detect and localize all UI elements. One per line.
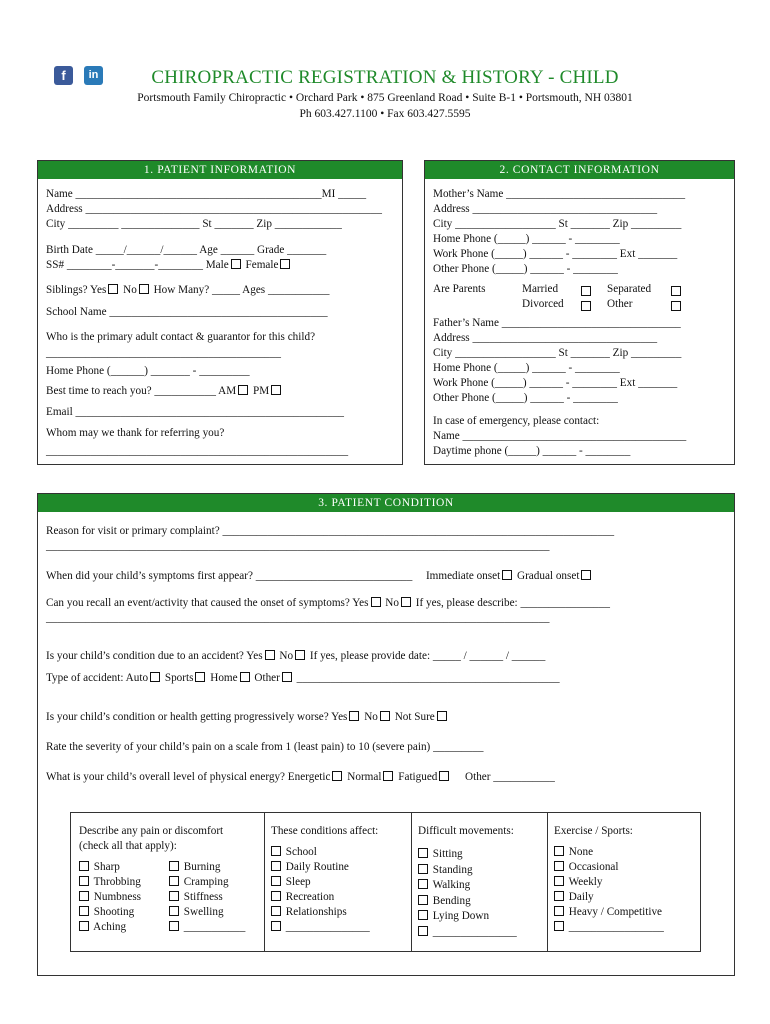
worse-no-checkbox[interactable] [380, 711, 390, 721]
female-label: Female [245, 259, 279, 271]
pain-right-checkbox[interactable] [169, 891, 179, 901]
affects-checkbox[interactable] [271, 876, 281, 886]
pain-left-label: Throbbing [91, 876, 141, 888]
pm-checkbox[interactable] [271, 385, 281, 395]
movements-item [418, 895, 471, 907]
pain-left-label: Numbness [91, 891, 142, 903]
pain-right-item [169, 906, 224, 918]
exercise-header: Exercise / Sports: [554, 825, 633, 837]
exercise-checkbox[interactable] [554, 876, 564, 886]
divorced-checkbox[interactable] [581, 301, 591, 311]
affects-item [271, 861, 349, 873]
accident-question: Is your child’s condition due to an accident? Yes [46, 650, 263, 662]
normal-label: Normal [347, 771, 382, 783]
exercise-item [554, 891, 594, 903]
separated-checkbox[interactable] [671, 286, 681, 296]
movements-checkbox[interactable] [418, 895, 428, 905]
affects-label: _______________ [283, 921, 370, 933]
affects-checkbox[interactable] [271, 906, 281, 916]
pain-left-checkbox[interactable] [79, 906, 89, 916]
mother-work-phone-field[interactable]: Work Phone (_____) ______ - ________ Ext _______ [433, 248, 678, 260]
pain-left-label: Aching [91, 921, 127, 933]
pain-left-item [79, 861, 120, 873]
siblings-no-label: No [123, 284, 137, 296]
symptoms-row [46, 570, 593, 582]
affects-item [271, 876, 311, 888]
movements-cell [411, 812, 549, 952]
best-time-field[interactable]: Best time to reach you? ___________ AM [46, 385, 237, 397]
exercise-item [554, 846, 593, 858]
pain-right-item [169, 921, 245, 933]
patient-information-heading: 1. PATIENT INFORMATION [38, 161, 402, 179]
first-appear-field[interactable]: When did your child’s symptoms first appear? ____________________________ [46, 570, 413, 582]
accident-row [46, 650, 545, 662]
pain-right-checkbox[interactable] [169, 876, 179, 886]
exercise-label: Heavy / Competitive [566, 906, 663, 918]
are-parents-label: Are Parents [433, 283, 486, 295]
pain-right-checkbox[interactable] [169, 861, 179, 871]
contact-information-heading: 2. CONTACT INFORMATION [425, 161, 734, 179]
am-checkbox[interactable] [238, 385, 248, 395]
movements-label: Lying Down [430, 910, 490, 922]
worse-question: Is your child’s condition or health getting progressively worse? Yes [46, 711, 348, 723]
mother-other-phone-field[interactable]: Other Phone (_____) ______ - ________ [433, 263, 618, 275]
practice-address: Portsmouth Family Chiropractic • Orchard Park • 875 Greenland Road • Suite B-1 • Portsmouth, NH 03801 [137, 92, 633, 104]
affects-label: Daily Routine [283, 861, 349, 873]
exercise-checkbox[interactable] [554, 906, 564, 916]
linkedin-icon[interactable]: in [84, 66, 103, 85]
referral-question: Whom may we thank for referring you? [46, 427, 225, 439]
practice-phone: Ph 603.427.1100 • Fax 603.427.5595 [299, 108, 471, 120]
affects-checkbox[interactable] [271, 861, 281, 871]
affects-header: These conditions affect: [271, 825, 379, 837]
best-time-row [46, 385, 283, 397]
movements-label: Standing [430, 863, 473, 876]
school-name-field[interactable]: School Name _______________________________________ [46, 306, 328, 318]
sports-checkbox[interactable] [195, 672, 205, 682]
recall-describe-field[interactable]: If yes, please describe: ________________ [415, 597, 610, 609]
pain-left-item [79, 906, 134, 918]
energy-row [46, 771, 555, 783]
gradual-label: Gradual onset [517, 570, 580, 582]
fatigued-label: Fatigued [398, 771, 438, 783]
worse-no-label: No [364, 711, 378, 723]
movements-header: Difficult movements: [418, 825, 514, 837]
affects-checkbox[interactable] [271, 891, 281, 901]
auto-checkbox[interactable] [150, 672, 160, 682]
not-sure-label: Not Sure [394, 711, 435, 723]
city-field[interactable]: City _________ ______________ St _______ Zip ____________ [46, 218, 342, 230]
facebook-icon[interactable]: f [54, 66, 73, 85]
exercise-item [554, 876, 602, 888]
movements-checkbox[interactable] [418, 864, 428, 874]
siblings-yes-checkbox[interactable] [108, 284, 118, 294]
pain-right-label: Burning [181, 861, 221, 873]
pain-right-item [169, 876, 229, 888]
accident-yes-checkbox[interactable] [265, 650, 275, 660]
normal-checkbox[interactable] [383, 771, 393, 781]
immediate-onset-checkbox[interactable] [502, 570, 512, 580]
pain-right-label: Stiffness [181, 891, 223, 903]
referral-field[interactable]: ______________________________________________________ [46, 445, 349, 457]
pain-type-cell [70, 812, 266, 952]
pain-left-checkbox[interactable] [79, 861, 89, 871]
name-field[interactable]: Name ____________________________________________MI _____ [46, 188, 367, 200]
pain-left-item [79, 921, 126, 933]
not-sure-checkbox[interactable] [437, 711, 447, 721]
pain-rating-field[interactable]: Rate the severity of your child’s pain on a scale from 1 (least pain) to 10 (severe pain) _________ [46, 741, 484, 753]
other-accident-label: Other [254, 672, 280, 684]
affects-item [271, 906, 347, 918]
recall-question: Can you recall an event/activity that caused the onset of symptoms? Yes [46, 597, 369, 609]
exercise-label: _________________ [566, 921, 664, 933]
affects-checkbox[interactable] [271, 846, 281, 856]
emergency-contact-label: In case of emergency, please contact: [433, 415, 600, 427]
auto-label: Type of accident: Auto [46, 672, 149, 684]
accident-no-label: No [279, 650, 294, 662]
father-other-phone-field[interactable]: Other Phone (_____) ______ - ________ [433, 392, 618, 404]
pain-left-item [79, 876, 141, 888]
exercise-item [554, 921, 664, 933]
exercise-checkbox[interactable] [554, 891, 564, 901]
movements-item [418, 879, 470, 891]
pain-left-checkbox[interactable] [79, 876, 89, 886]
accident-date-field[interactable]: If yes, please provide date: _____ / ______ / ______ [309, 650, 546, 662]
movements-label: Bending [430, 894, 471, 907]
home-checkbox[interactable] [240, 672, 250, 682]
affects-item [271, 891, 334, 903]
pain-left-checkbox[interactable] [79, 891, 89, 901]
divorced-label: Divorced [522, 298, 564, 310]
movements-checkbox[interactable] [418, 848, 428, 858]
recall-no-checkbox[interactable] [401, 597, 411, 607]
pain-left-checkbox[interactable] [79, 921, 89, 931]
mother-address-field[interactable]: Address _________________________________ [433, 203, 658, 215]
movements-item [418, 910, 489, 922]
reason-line[interactable]: __________________________________________________________________________________________ [46, 540, 550, 552]
immediate-label: Immediate onset [425, 570, 501, 582]
email-field[interactable]: Email ________________________________________________ [46, 406, 345, 418]
affects-item [271, 921, 370, 933]
recall-yes-checkbox[interactable] [371, 597, 381, 607]
pain-right-item [169, 861, 220, 873]
pain-header-line2: (check all that apply): [79, 840, 177, 852]
worse-row [46, 711, 449, 723]
pain-right-label: ___________ [181, 921, 246, 933]
pain-header-line1: Describe any pain or discomfort [79, 825, 224, 837]
birth-date-field[interactable]: Birth Date _____/______/______ Age ______ Grade _______ [46, 244, 327, 256]
energy-other-field[interactable]: Other ___________ [465, 771, 555, 783]
address-field[interactable]: Address _____________________________________________________ [46, 203, 382, 215]
exercise-item [554, 906, 662, 918]
home-phone-field[interactable]: Home Phone (______) _______ - _________ [46, 365, 250, 377]
father-name-field[interactable]: Father’s Name ________________________________ [433, 317, 681, 329]
father-home-phone-field[interactable]: Home Phone (_____) ______ - ________ [433, 362, 620, 374]
movements-label: _______________ [430, 925, 517, 938]
exercise-checkbox[interactable] [554, 846, 564, 856]
worse-yes-checkbox[interactable] [349, 711, 359, 721]
movements-label: Walking [430, 879, 471, 891]
exercise-label: None [566, 846, 594, 858]
recall-row [46, 597, 610, 609]
mother-name-field[interactable]: Mother’s Name ________________________________ [433, 188, 686, 200]
exercise-cell [547, 812, 701, 952]
movements-item [418, 926, 517, 938]
movements-item [418, 848, 463, 860]
recall-line[interactable]: __________________________________________________________________________________________ [46, 612, 550, 624]
energy-question: What is your child’s overall level of physical energy? Energetic [46, 771, 331, 783]
affects-checkbox[interactable] [271, 921, 281, 931]
pain-right-label: Cramping [181, 876, 229, 888]
exercise-checkbox[interactable] [554, 921, 564, 931]
movements-checkbox[interactable] [418, 926, 428, 936]
other-status-checkbox[interactable] [671, 301, 681, 311]
mother-home-phone-field[interactable]: Home Phone (_____) ______ - ________ [433, 233, 620, 245]
exercise-label: Weekly [566, 876, 603, 888]
movements-checkbox[interactable] [418, 910, 428, 920]
affects-item [271, 846, 317, 858]
accident-no-checkbox[interactable] [295, 650, 305, 660]
mother-city-field[interactable]: City __________________ St _______ Zip _________ [433, 218, 682, 230]
exercise-label: Daily [566, 891, 594, 903]
pain-left-label: Sharp [91, 861, 120, 873]
ssn-gender-row [46, 259, 292, 271]
movements-item [418, 864, 473, 876]
gradual-onset-checkbox[interactable] [581, 570, 591, 580]
father-city-field[interactable]: City __________________ St _______ Zip _________ [433, 347, 682, 359]
married-option [522, 283, 558, 295]
affects-label: Relationships [283, 906, 347, 918]
married-checkbox[interactable] [581, 286, 591, 296]
accident-type-row [46, 672, 560, 684]
female-checkbox[interactable] [280, 259, 290, 269]
patient-information-panel [37, 160, 403, 465]
other-accident-field[interactable]: _______________________________________________ [296, 672, 560, 684]
exercise-item [554, 861, 619, 873]
siblings-yes-label: Siblings? Yes [46, 284, 107, 296]
pain-right-checkbox[interactable] [169, 921, 179, 931]
patient-condition-heading: 3. PATIENT CONDITION [38, 494, 734, 512]
affects-label: Sleep [283, 876, 311, 888]
fatigued-checkbox[interactable] [439, 771, 449, 781]
siblings-count-field[interactable]: How Many? _____ Ages ___________ [153, 284, 330, 296]
ssn-male-label: SS# ________-_______-________ Male [46, 259, 229, 271]
emergency-phone-field[interactable]: Daytime phone (_____) ______ - ________ [433, 445, 631, 457]
siblings-row [46, 284, 329, 296]
home-label: Home [210, 672, 238, 684]
movements-label: Sitting [430, 848, 463, 860]
pain-right-item [169, 891, 223, 903]
father-address-field[interactable]: Address _________________________________ [433, 332, 658, 344]
father-work-phone-field[interactable]: Work Phone (_____) ______ - ________ Ext _______ [433, 377, 678, 389]
pain-right-checkbox[interactable] [169, 906, 179, 916]
married-label: Married [522, 283, 559, 295]
recall-no-label: No [385, 597, 399, 609]
separated-label: Separated [607, 283, 652, 295]
primary-contact-field[interactable]: __________________________________________ [46, 347, 281, 359]
pain-left-label: Shooting [91, 906, 135, 918]
affects-label: School [283, 846, 317, 858]
pain-left-item [79, 891, 141, 903]
energetic-checkbox[interactable] [332, 771, 342, 781]
page-title: CHIROPRACTIC REGISTRATION & HISTORY - CHILD [151, 67, 619, 88]
exercise-label: Occasional [566, 861, 619, 873]
affects-cell [264, 812, 413, 952]
male-checkbox[interactable] [231, 259, 241, 269]
contact-information-panel [424, 160, 735, 465]
affects-label: Recreation [283, 891, 335, 903]
movements-checkbox[interactable] [418, 879, 428, 889]
other-accident-checkbox[interactable] [282, 672, 292, 682]
sports-label: Sports [164, 672, 194, 684]
pm-label: PM [252, 385, 270, 397]
other-status-label: Other [607, 298, 633, 310]
primary-contact-question: Who is the primary adult contact & guarantor for this child? [46, 331, 316, 343]
pain-right-label: Swelling [181, 906, 224, 918]
exercise-checkbox[interactable] [554, 861, 564, 871]
emergency-name-field[interactable]: Name ________________________________________ [433, 430, 687, 442]
reason-field[interactable]: Reason for visit or primary complaint? ______________________________________________________________________ [46, 525, 615, 537]
siblings-no-checkbox[interactable] [139, 284, 149, 294]
